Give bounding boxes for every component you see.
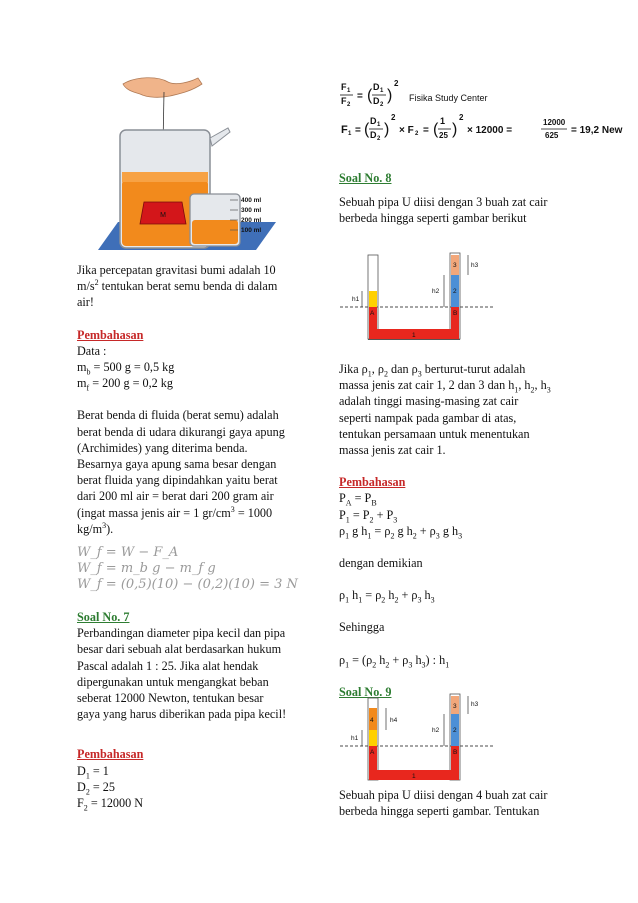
- mass-label: M: [160, 212, 166, 219]
- fisika-study-center: Fisika Study Center: [409, 93, 488, 103]
- intro-line-1: Jika percepatan gravitasi bumi adalah 10: [77, 263, 276, 277]
- f2-line: $F_2 = 12000$ N: [77, 796, 144, 813]
- formula-den: 625: [545, 131, 559, 140]
- label-3: 3: [453, 703, 457, 710]
- para-line: berat fluida yang dipindahkan yaitu berat: [77, 473, 278, 488]
- q8-line: adalah tinggi masing-masing zat cair: [339, 394, 519, 409]
- label-h1: h1: [352, 296, 360, 303]
- svg-text:): ): [384, 121, 390, 138]
- pascal-formula-image: [339, 76, 629, 146]
- math-line-2: W_f = m_b g − m_f g: [77, 561, 216, 577]
- eq-4: $\rho_1$ $h_1 = \rho_2$ $h_2 + \rho_3$ $h_3$: [339, 588, 435, 605]
- svg-text:=: =: [355, 125, 361, 136]
- svg-text:=: =: [357, 91, 363, 102]
- pembahasan-heading-3: Pembahasan: [339, 475, 406, 490]
- right-column: [339, 170, 573, 227]
- density-line: (ingat massa jenis air = 1 $gr/cm^3 = 1000$: [77, 504, 273, 520]
- svg-text:1: 1: [377, 122, 381, 128]
- svg-text:F: F: [341, 82, 347, 92]
- eq-3: $\rho_1$ g $h_1 = \rho_2$ g $h_2 + \rho_3$ g $h_3$: [339, 523, 463, 541]
- label-h1: h1: [351, 735, 359, 742]
- scale-100: 100 ml: [241, 227, 262, 234]
- eq-1: $P_A = P_B$: [339, 491, 377, 508]
- svg-text:2: 2: [394, 79, 399, 88]
- soal-7-title: Soal No. 7: [77, 610, 130, 625]
- svg-text:2: 2: [347, 102, 351, 108]
- label-h2: h2: [432, 288, 440, 295]
- svg-text:2: 2: [380, 102, 384, 108]
- svg-text:2: 2: [391, 113, 396, 122]
- left-column: [77, 262, 309, 811]
- svg-text:2: 2: [415, 131, 419, 137]
- svg-text:F: F: [341, 96, 347, 106]
- svg-text:1: 1: [348, 131, 352, 137]
- eq-2: $P_1 = P_2 + P_3$: [339, 507, 398, 525]
- soal-8-title: Soal No. 8: [339, 171, 392, 185]
- soal7-line: besar dari sebuah alat berdasarkan hukum: [77, 642, 282, 657]
- formula-num: 12000: [543, 118, 566, 127]
- pembahasan-heading-2: Pembahasan: [77, 747, 144, 762]
- label-h4: h4: [390, 717, 398, 724]
- eq-5: $\rho_1 = (\rho_2$ $h_2 + \rho_3$ $h_3$) : $h_1$: [339, 652, 450, 670]
- formula-mult: × 12000 =: [467, 125, 513, 136]
- svg-text:(: (: [433, 121, 439, 138]
- scale-300: 300 ml: [241, 207, 262, 214]
- svg-text:2: 2: [377, 136, 381, 142]
- svg-text:1: 1: [347, 88, 351, 94]
- label-1: 1: [412, 332, 416, 339]
- sehingga: Sehingga: [339, 620, 385, 635]
- intro-line-3: air!: [77, 295, 94, 310]
- svg-text:(: (: [367, 87, 373, 104]
- math-line-1: W_f = W − F_A: [77, 545, 179, 561]
- svg-text:F: F: [341, 124, 348, 136]
- data-label: Data :: [77, 343, 107, 358]
- mf-line: $m_f = 200$ g = 0,2 kg: [77, 376, 173, 393]
- label-h3: h3: [471, 701, 479, 708]
- pembahasan-heading-1: Pembahasan: [77, 327, 144, 342]
- label-A: A: [370, 749, 375, 756]
- mb-line: $m_b = 500$ g = 0,5 kg: [77, 360, 175, 377]
- density-line-2: $kg/m^3$).: [77, 520, 114, 536]
- q8-line-1: Jika $\rho_1$, $\rho_2$ dan $\rho_3$ berturut-turut adalah: [339, 362, 526, 379]
- soal9-text-block: [339, 787, 579, 819]
- scale-400: 400 ml: [241, 197, 262, 204]
- soal7-line: seberat 12000 Newton, tentukan besar: [77, 691, 264, 706]
- label-3: 3: [453, 262, 457, 269]
- soal-9-title: Soal No. 9: [339, 684, 392, 699]
- para-line: dari 200 ml air = berat dari 200 gram air: [77, 489, 274, 504]
- q8-line-2: massa jenis zat cair 1, 2 dan 3 dan $h_1$, $h_2$, $h_3$: [339, 378, 551, 395]
- q8-line: tentukan persamaan untuk menentukan: [339, 426, 530, 441]
- label-B: B: [453, 749, 458, 756]
- soal8-line: Sebuah pipa U diisi dengan 3 buah zat cair: [339, 195, 548, 210]
- formula-25: 25: [439, 131, 448, 140]
- label-h3: h3: [471, 262, 479, 269]
- right-column-lower: [339, 361, 579, 700]
- soal9-line: Sebuah pipa U diisi dengan 4 buah zat cair: [339, 788, 548, 802]
- soal7-line: Pascal adalah 1 : 25. Jika alat hendak: [77, 658, 259, 673]
- label-h2: h2: [432, 727, 440, 734]
- beaker-figure: [78, 72, 278, 257]
- label-B: B: [453, 310, 458, 317]
- u-tube-figure-q9: [340, 690, 495, 785]
- label-2: 2: [453, 727, 457, 734]
- svg-text:D: D: [373, 96, 380, 106]
- intro-line-2: $m/s^2$ tentukan berat semu benda di dalam: [77, 278, 278, 294]
- q8-line: massa jenis zat cair 1.: [339, 443, 446, 458]
- label-4: 4: [370, 717, 374, 724]
- svg-text:D: D: [373, 82, 380, 92]
- svg-text:D: D: [370, 116, 377, 126]
- para-line: Besarnya gaya apung sama besar dengan: [77, 457, 277, 472]
- d2-line: $D_2 = 25$: [77, 779, 115, 797]
- label-1: 1: [412, 773, 416, 780]
- para-line: berat benda di udara dikurangi gaya apung: [77, 424, 285, 439]
- svg-text:1: 1: [380, 88, 384, 94]
- svg-text:(: (: [364, 121, 370, 138]
- math-line-3: W_f = (0,5)(10) − (0,2)(10) = 3 N: [77, 577, 298, 593]
- scale-200: 200 ml: [241, 217, 262, 224]
- soal7-line: dipergunakan untuk mengangkat beban: [77, 674, 269, 689]
- q8-line: seperti nampak pada gambar di atas,: [339, 410, 517, 425]
- soal7-line: gaya yang harus diberikan pada pipa kecil!: [77, 707, 287, 722]
- formula-one: 1: [440, 116, 446, 126]
- soal7-line: Perbandingan diameter pipa kecil dan pipa: [77, 626, 286, 641]
- para-line: (Archimides) yang diterima benda.: [77, 440, 248, 455]
- soal9-line: berbeda hingga seperti gambar. Tentukan: [339, 804, 540, 819]
- svg-text:× F: × F: [399, 125, 414, 136]
- svg-text:=: =: [423, 125, 429, 136]
- para-line: Berat benda di fluida (berat semu) adalah: [77, 408, 279, 423]
- soal8-line: berbeda hingga seperti gambar berikut: [339, 211, 527, 226]
- svg-text:): ): [452, 121, 458, 138]
- svg-text:2: 2: [459, 113, 464, 122]
- svg-text:): ): [387, 87, 393, 104]
- dengan-demikian: dengan demikian: [339, 556, 423, 571]
- label-2: 2: [453, 288, 457, 295]
- label-A: A: [370, 310, 375, 317]
- formula-result: = 19,2 New: [571, 125, 623, 136]
- u-tube-figure-q8: [340, 243, 495, 348]
- d1-line: $D_1 = 1$: [77, 763, 109, 781]
- svg-text:D: D: [370, 130, 377, 140]
